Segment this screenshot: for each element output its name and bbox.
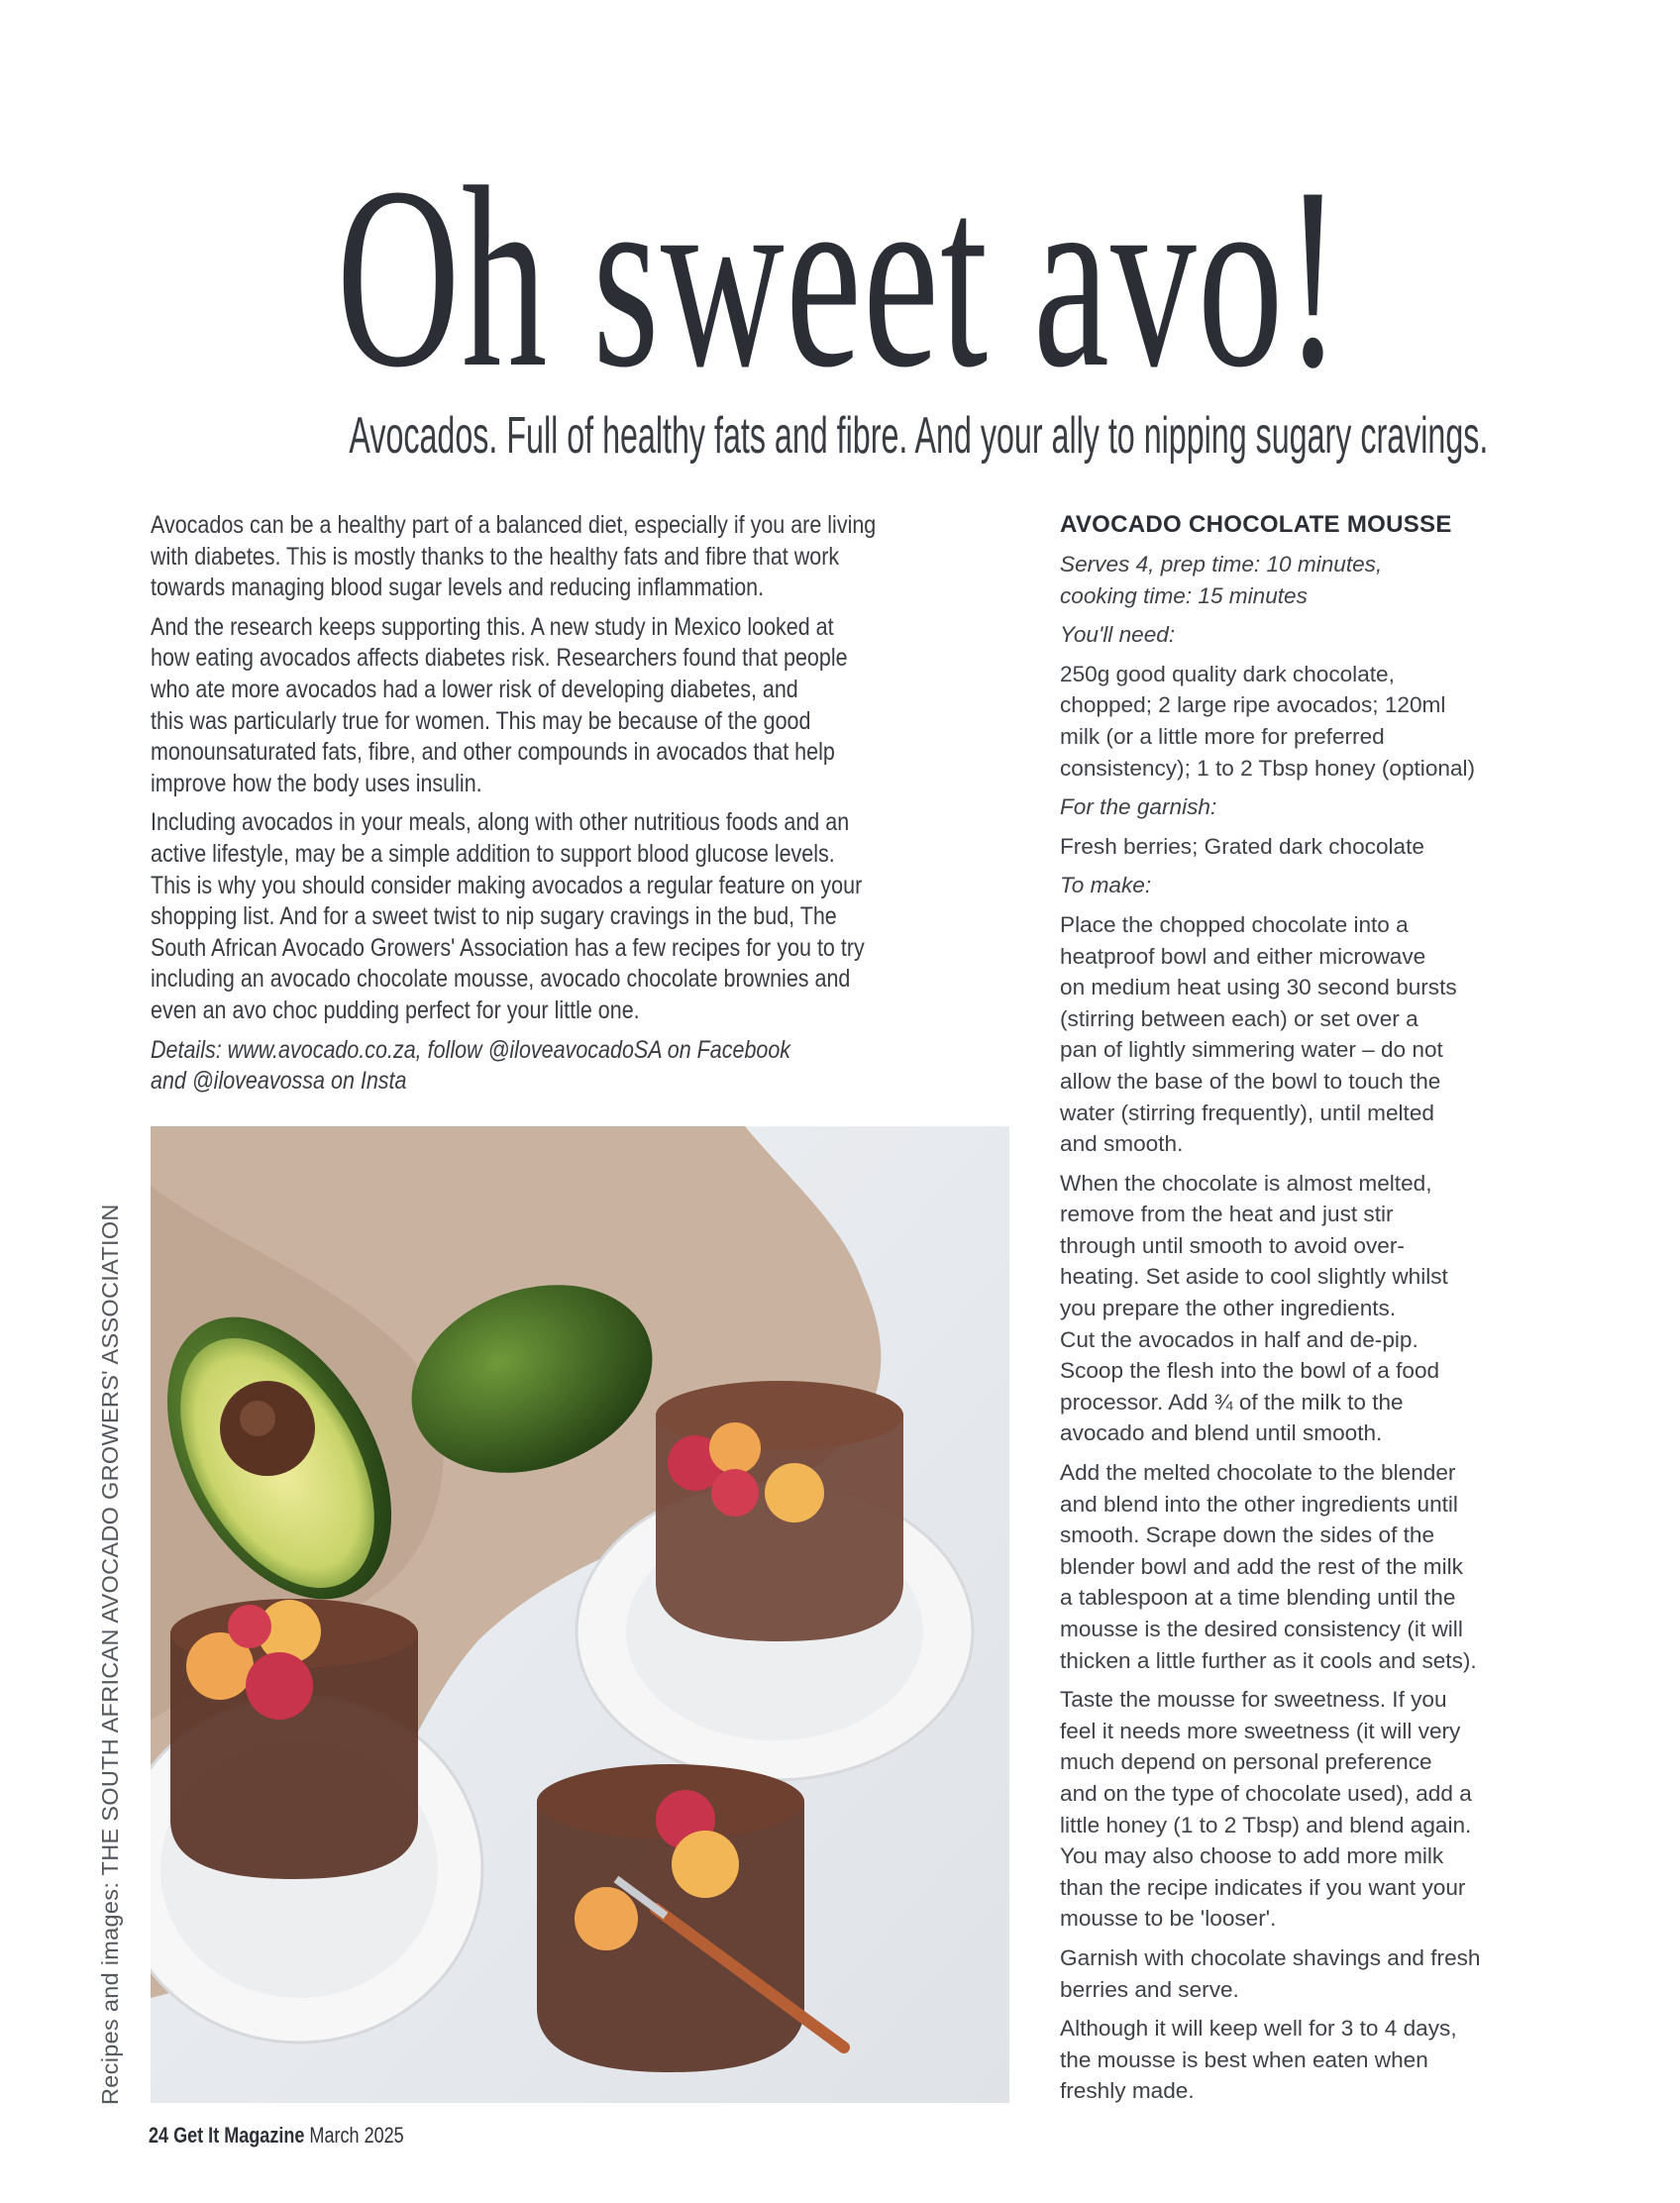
recipe-column <box>1060 509 1575 2115</box>
recipe-heading: AVOCADO CHOCOLATE MOUSSE <box>1060 511 1452 538</box>
mousse-photo <box>151 1126 1009 2103</box>
garnish-label: For the garnish: <box>1060 794 1217 820</box>
details-text: Details: www.avocado.co.za, follow @iloveavocadoSA on Facebook and @iloveavossa on Insta <box>151 1035 791 1096</box>
ingredients-list: 250g good quality dark chocolate, chopped; 2 large ripe avocados; 120ml milk (or a little more for preferred consistency); 1 to 2 Tbsp honey (optional) <box>1060 661 1476 781</box>
method-step: Garnish with chocolate shavings and fresh berries and serve. <box>1060 1944 1481 2002</box>
intro-paragraph: Including avocados in your meals, along with other nutritious foods and an active lifestyle, may be a simple addition to support blood glucose levels. This is why you should consider making avocados a regular feature on your shopping list. And for a sweet twist to nip sugary cravings in the bud, The South African Avocado Growers' Association has a few recipes for you to try including an avocado chocolate mousse, avocado chocolate brownies and even an avo choc pudding perfect for your little one. <box>151 808 865 1024</box>
intro-paragraph: Avocados can be a healthy part of a balanced diet, especially if you are living with diabetes. This is mostly thanks to the healthy fats and fibre that work towards managing blood sugar levels and reducing inflammation. <box>151 511 877 602</box>
page-number: 24 <box>149 2123 169 2148</box>
page-title: Oh sweet avo! <box>337 134 1343 421</box>
method-label: To make: <box>1060 873 1152 898</box>
method-step: When the chocolate is almost melted, remove from the heat and just stir through until smooth to avoid over- heating. Set aside to cool slightly whilst you prepare the other ingredients. Cut the avocados in half and de-pip. Scoop the flesh into the bowl of a food processor. Add ¾ of the milk to the avocado and blend until smooth. <box>1060 1170 1448 1446</box>
page-footer <box>149 2123 404 2149</box>
intro-paragraph: And the research keeps supporting this. A new study in Mexico looked at how eating avocados affects diabetes risk. Researchers found that people who ate more avocados had a lower risk of developing diabetes, and this was particularly true for women. This may be because of the good monounsaturated fats, fibre, and other compounds in avocados that help improve how the body uses insulin. <box>151 612 848 797</box>
image-credit: Recipes and images: THE SOUTH AFRICAN AVOCADO GROWERS' ASSOCIATION <box>97 1204 123 2105</box>
magazine-name: Get It Magazine <box>173 2123 305 2148</box>
method-step: Taste the mousse for sweetness. If you feel it needs more sweetness (it will very much depend on personal preference and on the type of chocolate used), add a little honey (1 to 2 Tbsp) and blend again. You may also choose to add more milk than the recipe indicates if you want your mousse to be 'looser'. <box>1060 1687 1472 1932</box>
method-step: Add the melted chocolate to the blender and blend into the other ingredients until smooth. Scrape down the sides of the blender bowl and add the rest of the milk a tablespoon at a time blending until the mousse is the desired consistency (it will thicken a little further as it cools and sets). <box>1060 1460 1477 1673</box>
method-step: Although it will keep well for 3 to 4 days, the mousse is best when eaten when freshly made. <box>1060 2016 1457 2104</box>
subtitle: Avocados. Full of healthy fats and fibre. And your ally to nipping sugary cravings. <box>349 407 1489 465</box>
garnish-list: Fresh berries; Grated dark chocolate <box>1060 833 1424 859</box>
intro-column <box>151 510 1011 1105</box>
issue-date: March 2025 <box>309 2123 404 2148</box>
method-step: Place the chopped chocolate into a heatproof bowl and either microwave on medium heat using 30 second bursts (stirring between each) or set over a pan of lightly simmering water – do not allow the base of the bowl to touch the water (stirring frequently), until melted and smooth. <box>1060 911 1457 1157</box>
ingredients-label: You'll need: <box>1060 622 1176 648</box>
recipe-serves: Serves 4, prep time: 10 minutes, cooking time: 15 minutes <box>1060 552 1383 608</box>
